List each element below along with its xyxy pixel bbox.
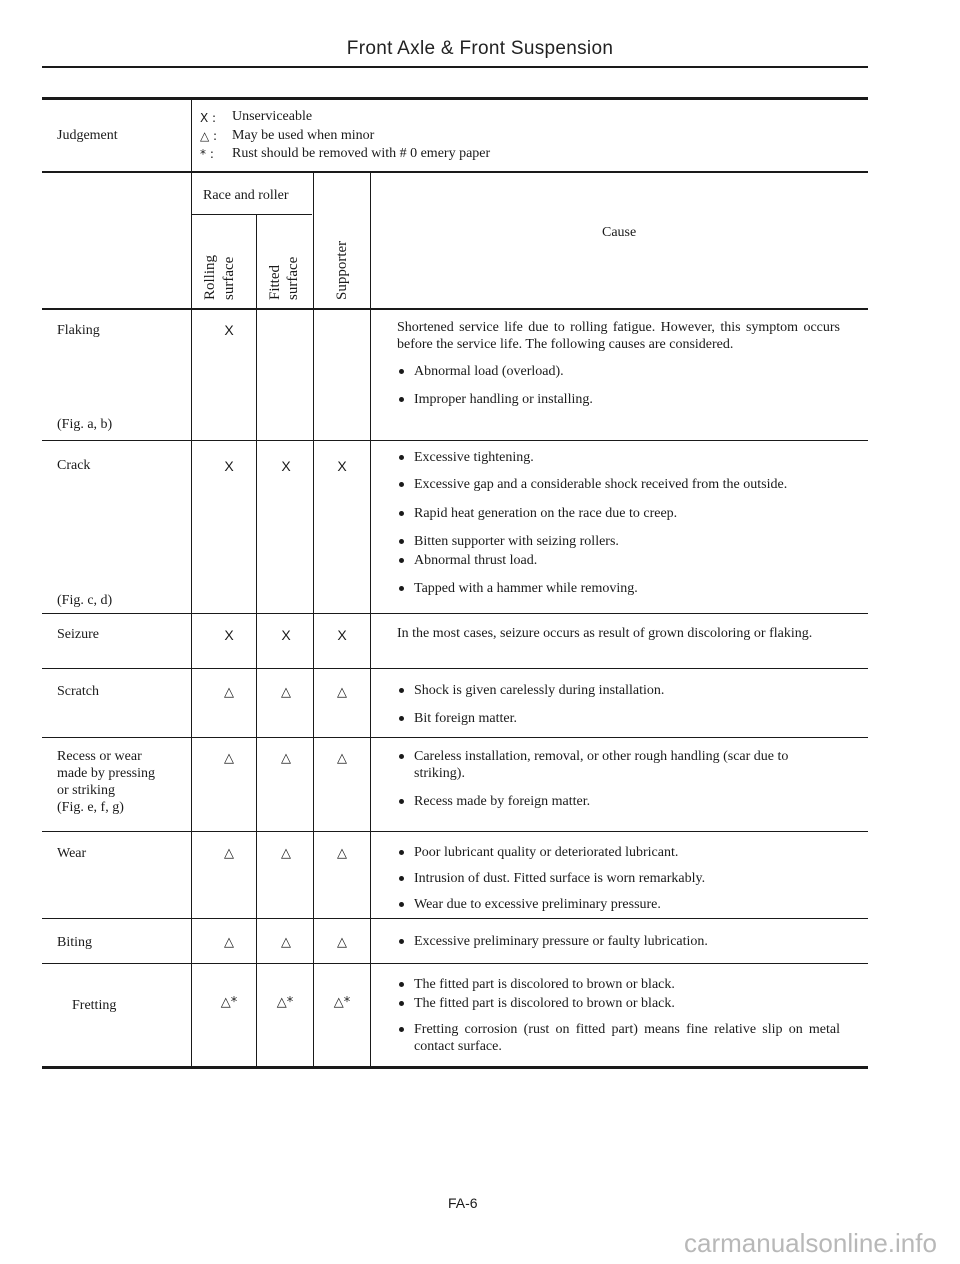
legend-text-unserviceable: Unserviceable (232, 109, 313, 124)
header-bottom-rule (42, 308, 868, 310)
mark-rolling-wear: △ (224, 846, 234, 861)
cause-bullet: Shock is given carelessly during installation. (397, 682, 840, 699)
row-rule (42, 918, 868, 919)
cause-bullet: Tapped with a hammer while removing. (397, 580, 840, 597)
legend-text-minor: May be used when minor (232, 128, 375, 143)
row-label-biting: Biting (57, 935, 93, 950)
cause-header: Cause (602, 225, 637, 240)
legend-symbol-asterisk: * : (200, 147, 214, 161)
cause-bullet: Fretting corrosion (rust on fitted part) means fine relative slip on metal contact surface. (397, 1021, 840, 1055)
mark-supporter-seizure: X (337, 627, 347, 643)
mark-supporter-biting: △ (337, 935, 347, 950)
legend-symbol-x: X : (200, 111, 217, 125)
row-label-line: or striking (57, 783, 115, 798)
col-divider-supporter-cause (370, 171, 371, 1067)
fitted-surface-header-1: Fitted (267, 264, 283, 300)
mark-supporter-crack: X (337, 458, 347, 474)
header-rule (42, 66, 868, 68)
mark-rolling-scratch: △ (224, 685, 234, 700)
row-label-crack: Crack (57, 458, 91, 473)
rolling-surface-header-2: surface (221, 256, 237, 300)
cause-bullet: Poor lubricant quality or deteriorated lubricant. (397, 844, 840, 861)
row-rule (42, 963, 868, 964)
mark-rolling-recess: △ (224, 751, 234, 766)
race-roller-rule (192, 214, 312, 215)
cause-bullet: Excessive gap and a considerable shock received from the outside. (397, 476, 840, 493)
mark-supporter-scratch: △ (337, 685, 347, 700)
mark-supporter-wear: △ (337, 846, 347, 861)
cause-bullet: Wear due to excessive preliminary pressure. (397, 896, 840, 913)
mark-rolling-seizure: X (224, 627, 234, 643)
mark-fitted-crack: X (281, 458, 291, 474)
cause-fretting (397, 976, 840, 1055)
col-divider-judgement (191, 97, 192, 1067)
cause-bullet: Improper handling or installing. (397, 391, 840, 408)
watermark: carmanualsonline.info (684, 1228, 937, 1258)
cause-bullet: Rapid heat generation on the race due to creep. (397, 505, 840, 522)
judgement-label: Judgement (57, 128, 118, 143)
row-fig-flaking: (Fig. a, b) (57, 417, 113, 432)
row-rule (42, 668, 868, 669)
mark-rolling-fretting: △* (220, 995, 238, 1010)
table-bottom-rule (42, 1066, 868, 1069)
mark-fitted-fretting: △* (276, 995, 294, 1010)
fitted-surface-header-2: surface (285, 256, 301, 300)
cause-text: Shortened service life due to rolling fatigue. However, this symptom occurs before the service life. The following causes are considered. (397, 320, 840, 352)
mark-fitted-wear: △ (281, 846, 291, 861)
legend-text-rust: Rust should be removed with # 0 emery paper (232, 146, 491, 161)
legend-bottom-rule (42, 171, 868, 173)
cause-bullet: Excessive preliminary pressure or faulty lubrication. (397, 933, 840, 950)
col-divider-rolling-fitted (256, 214, 257, 1067)
row-label-wear: Wear (57, 846, 87, 861)
legend-symbol-triangle: △ : (200, 129, 218, 143)
cause-bullet: Intrusion of dust. Fitted surface is worn remarkably. (397, 870, 840, 887)
cause-flaking (397, 319, 840, 408)
row-rule (42, 737, 868, 738)
mark-supporter-fretting: △* (333, 995, 351, 1010)
cause-crack (397, 449, 840, 597)
row-label-line: made by pressing (57, 766, 155, 781)
row-rule (42, 613, 868, 614)
cause-bullet: The fitted part is discolored to brown or black. (397, 976, 840, 993)
cause-scratch (397, 682, 840, 727)
mark-rolling-flaking: X (224, 322, 234, 338)
page-title: Front Axle & Front Suspension (346, 38, 614, 59)
mark-rolling-biting: △ (224, 935, 234, 950)
table-top-rule (42, 97, 868, 100)
row-label-scratch: Scratch (57, 684, 99, 699)
row-label-fretting: Fretting (72, 998, 117, 1013)
rolling-surface-header-1: Rolling (202, 254, 218, 300)
mark-fitted-recess: △ (281, 751, 291, 766)
cause-recess (397, 748, 840, 810)
cause-seizure: In the most cases, seizure occurs as result of grown discoloring or flaking. (397, 626, 813, 641)
mark-fitted-biting: △ (281, 935, 291, 950)
cause-bullet: Recess made by foreign matter. (397, 793, 840, 810)
cause-bullet: Bit foreign matter. (397, 710, 840, 727)
cause-bullet: Careless installation, removal, or other rough handling (scar due to striking). (397, 748, 840, 782)
mark-rolling-crack: X (224, 458, 234, 474)
row-fig-crack: (Fig. c, d) (57, 593, 113, 608)
row-label-recess (57, 748, 155, 816)
row-label-line: (Fig. e, f, g) (57, 800, 124, 815)
col-divider-race-supporter (313, 171, 314, 1067)
supporter-header: Supporter (334, 240, 350, 300)
cause-bullet: Excessive tightening. (397, 449, 840, 466)
mark-supporter-recess: △ (337, 751, 347, 766)
mark-fitted-seizure: X (281, 627, 291, 643)
cause-wear (397, 844, 840, 913)
cause-bullet: The fitted part is discolored to brown or black. (397, 995, 840, 1012)
cause-bullet: Abnormal thrust load. (397, 552, 840, 569)
row-rule (42, 440, 868, 441)
row-label-line: Recess or wear (57, 749, 142, 764)
race-and-roller-header: Race and roller (203, 188, 289, 203)
cause-bullet: Bitten supporter with seizing rollers. (397, 533, 840, 550)
page-number: FA-6 (448, 1195, 478, 1211)
row-label-seizure: Seizure (57, 627, 99, 642)
row-label-flaking: Flaking (57, 323, 100, 338)
row-rule (42, 831, 868, 832)
cause-bullet: Abnormal load (overload). (397, 363, 840, 380)
mark-fitted-scratch: △ (281, 685, 291, 700)
cause-biting (397, 933, 840, 950)
